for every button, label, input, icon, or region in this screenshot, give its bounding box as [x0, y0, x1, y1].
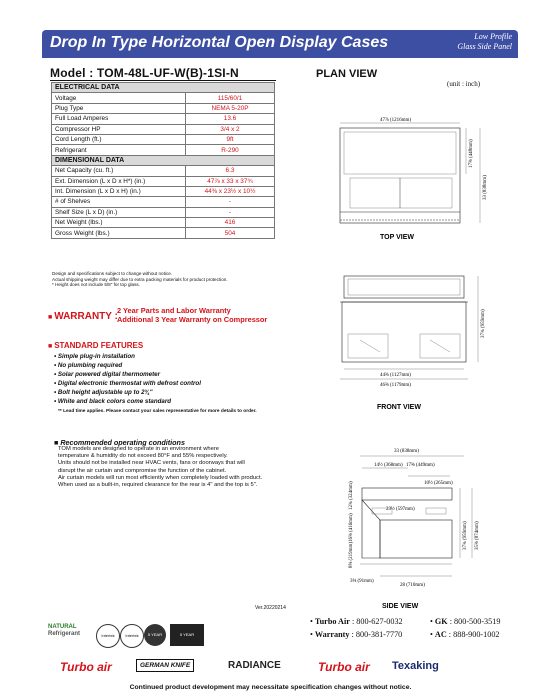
side-top-dim: 33 (838mm)	[394, 449, 419, 454]
spec-label: Plug Type	[52, 103, 186, 113]
operating-line: When used as a built-in, required clearance for the rear is 4" and the top is 5".	[58, 482, 258, 489]
header-sub-line1: Low Profile	[474, 32, 512, 41]
table-row	[52, 207, 275, 217]
spec-notes	[52, 271, 282, 288]
table-row	[52, 145, 275, 155]
contact-ac: • AC : 888-900-1002	[430, 630, 500, 639]
table-row	[52, 197, 275, 207]
spec-label: # of Shelves	[52, 197, 186, 207]
spec-section-title: DIMENSIONAL DATA	[52, 155, 275, 165]
list-item: • No plumbing required	[54, 362, 123, 369]
operating-line: TOM models are designed to operate in an environment where	[58, 446, 220, 452]
brand-logo: Turbo air	[318, 660, 370, 674]
front-view-drawing	[340, 276, 478, 379]
side-view-drawing	[360, 456, 472, 576]
bullet-icon: ■	[54, 438, 61, 447]
warranty-line1: 2 Year Parts and Labor Warranty	[117, 306, 231, 315]
spec-label: Net Weight (lbs.)	[52, 218, 186, 228]
operating-title: ■ Recommended operating conditions	[54, 438, 185, 447]
top-depth-total-dim: 33 (838mm)	[483, 175, 488, 200]
spec-label: Cord Length (ft.)	[52, 134, 186, 144]
warranty-badge-icon: 5 YEAR	[144, 624, 166, 646]
spec-label: Full Load Amperes	[52, 114, 186, 124]
spec-label: Shelf Size (L x D) (in.)	[52, 207, 186, 217]
bullet-icon: ■	[48, 343, 55, 350]
table-row	[52, 166, 275, 176]
table-row	[52, 134, 275, 144]
page-title: Drop In Type Horizontal Open Display Cases	[50, 34, 389, 51]
top-width-dim: 47⅞ (1216mm)	[380, 118, 412, 123]
spec-value: 416	[186, 218, 275, 228]
brand-logo: RADIANCE	[228, 660, 281, 671]
side-d-dim: 23½ (597mm)	[386, 507, 415, 512]
side-f-dim: 16⅜ (416mm)	[349, 513, 354, 542]
natural-refrigerant-logo: NATURAL Refrigerant	[48, 624, 81, 637]
front-height-dim: 37¾ (959mm)	[481, 309, 486, 338]
table-row	[52, 124, 275, 134]
top-depth-dim: 17⅝ (448mm)	[469, 139, 474, 168]
spec-section-title: ELECTRICAL DATA	[52, 83, 275, 93]
spec-value: 6.3	[186, 166, 275, 176]
list-item: • Bolt height adjustable up to 2¾"	[54, 389, 153, 396]
operating-line: Air curtain models will run most efficiently when completely loaded with product.	[58, 474, 263, 481]
side-h-dim: 3⅝ (91mm)	[350, 579, 374, 584]
warranty-program-logo: 5 YEAR	[170, 624, 204, 646]
spec-value: 44⅜ x 23½ x 10½	[186, 186, 275, 196]
operating-line: temperature & humidity do not exceed 80°F and 55% respectively.	[58, 453, 228, 460]
version-label: Ver.20220214	[255, 605, 286, 611]
spec-label: Net Capacity (cu. ft.)	[52, 166, 186, 176]
header-subtitle	[457, 32, 512, 52]
spec-label: Ext. Dimension (L x D x H*) (in.)	[52, 176, 186, 186]
spec-value: 13.6	[186, 114, 275, 124]
side-bottom-dim: 28 (710mm)	[400, 583, 425, 588]
operating-line: Units should not be installed near HVAC vents, fans or doorways that will	[58, 460, 245, 467]
list-item: • Solar powered digital thermometer	[54, 371, 161, 378]
contact-gk: • GK : 800-500-3519	[430, 617, 501, 626]
table-row	[52, 218, 275, 228]
spec-label: Compressor HP	[52, 124, 186, 134]
model-divider	[50, 80, 276, 81]
table-row	[52, 228, 275, 238]
header-sub-line2: Glass Side Panel	[457, 42, 512, 51]
spec-value: 3/4 x 2	[186, 124, 275, 134]
warranty-text	[117, 306, 267, 324]
table-row	[52, 186, 275, 196]
note-line: Actual shipping weight may differ due to extra packing materials for product protection.	[52, 276, 228, 282]
spec-section-row	[52, 155, 275, 165]
spec-value: 47⅞ x 33 x 37¾	[186, 176, 275, 186]
plan-view-title: PLAN VIEW	[316, 68, 378, 80]
table-row	[52, 103, 275, 113]
spec-value: NEMA 5-20P	[186, 103, 275, 113]
spec-label: Gross Weight (lbs.)	[52, 228, 186, 238]
features-list	[54, 352, 201, 406]
brand-logo: Turbo air	[60, 660, 112, 674]
spec-value: -	[186, 207, 275, 217]
etl-sanitation-logo: Intertek	[120, 624, 144, 648]
spec-label: Int. Dimension (L x D x H) (in.)	[52, 186, 186, 196]
brand-logo: GERMAN KNIFE	[136, 659, 194, 672]
spec-label: Refrigerant	[52, 145, 186, 155]
spec-label: Voltage	[52, 93, 186, 103]
features-title	[48, 341, 143, 350]
spec-section-row	[52, 83, 275, 93]
list-item: • White and black colors come standard	[54, 398, 172, 405]
operating-line: disrupt the air curtain and compromise the function of the cabinet.	[58, 467, 227, 474]
side-c-dim: 10½ (265mm)	[424, 481, 453, 486]
side-view-label: SIDE VIEW	[382, 603, 419, 610]
unit-label: (unit : inch)	[447, 80, 481, 88]
etl-logo: Intertek	[96, 624, 120, 648]
contacts-block	[310, 615, 501, 641]
spec-value: 504	[186, 228, 275, 238]
warranty-label-text: WARRANTY :	[54, 311, 118, 322]
top-view-drawing	[340, 123, 480, 223]
header-banner	[42, 30, 518, 58]
contact-turbo-air: • Turbo Air : 800-627-0032	[310, 617, 403, 626]
side-a-dim: 14½ (368mm)	[374, 463, 403, 468]
table-row	[52, 114, 275, 124]
list-item: • Simple plug-in installation	[54, 353, 135, 360]
spec-table	[51, 82, 275, 239]
contact-warranty: • Warranty : 800-381-7770	[310, 630, 403, 639]
warranty-line2: Additional 3 Year Warranty on Compressor	[117, 315, 268, 324]
plan-drawings	[300, 90, 515, 620]
side-h2-dim: 35⅜ (874mm)	[475, 521, 480, 550]
spec-value: R-290	[186, 145, 275, 155]
front-outer-dim: 46⅜ (1179mm)	[380, 383, 411, 388]
operating-text	[58, 446, 306, 489]
top-view-label: TOP VIEW	[380, 234, 414, 241]
spec-value: 115/60/1	[186, 93, 275, 103]
side-b-dim: 17⅝ (449mm)	[406, 463, 435, 468]
side-h1-dim: 37¾ (959mm)	[463, 521, 468, 550]
table-row	[52, 93, 275, 103]
footer-disclaimer: Continued product development may necessitate specification changes without notice.	[129, 684, 412, 691]
front-inner-dim: 44⅜ (1127mm)	[380, 373, 411, 378]
table-row	[52, 176, 275, 186]
list-item: • Digital electronic thermostat with defrost control	[54, 380, 201, 387]
bullet-icon: ■	[48, 314, 55, 321]
spec-value: 9ft	[186, 134, 275, 144]
model-number: Model : TOM-48L-UF-W(B)-1SI-N	[50, 66, 239, 80]
front-view-label: FRONT VIEW	[377, 404, 421, 411]
side-g-dim: 8⅝ (219mm)	[349, 541, 354, 568]
spec-value: -	[186, 197, 275, 207]
warranty-label	[48, 311, 118, 322]
side-e-dim: 12¾ (324mm)	[349, 481, 354, 510]
lead-time-note: ** Lead time applies. Please contact your sales representative for more details to order.	[58, 409, 257, 414]
features-title-text: STANDARD FEATURES	[54, 341, 144, 350]
note-line: * Height does not include 5/8" for top glass.	[52, 282, 140, 288]
brand-logo: Texaking	[392, 660, 439, 672]
note-line: Design and specifications subject to change without notice.	[52, 271, 173, 276]
